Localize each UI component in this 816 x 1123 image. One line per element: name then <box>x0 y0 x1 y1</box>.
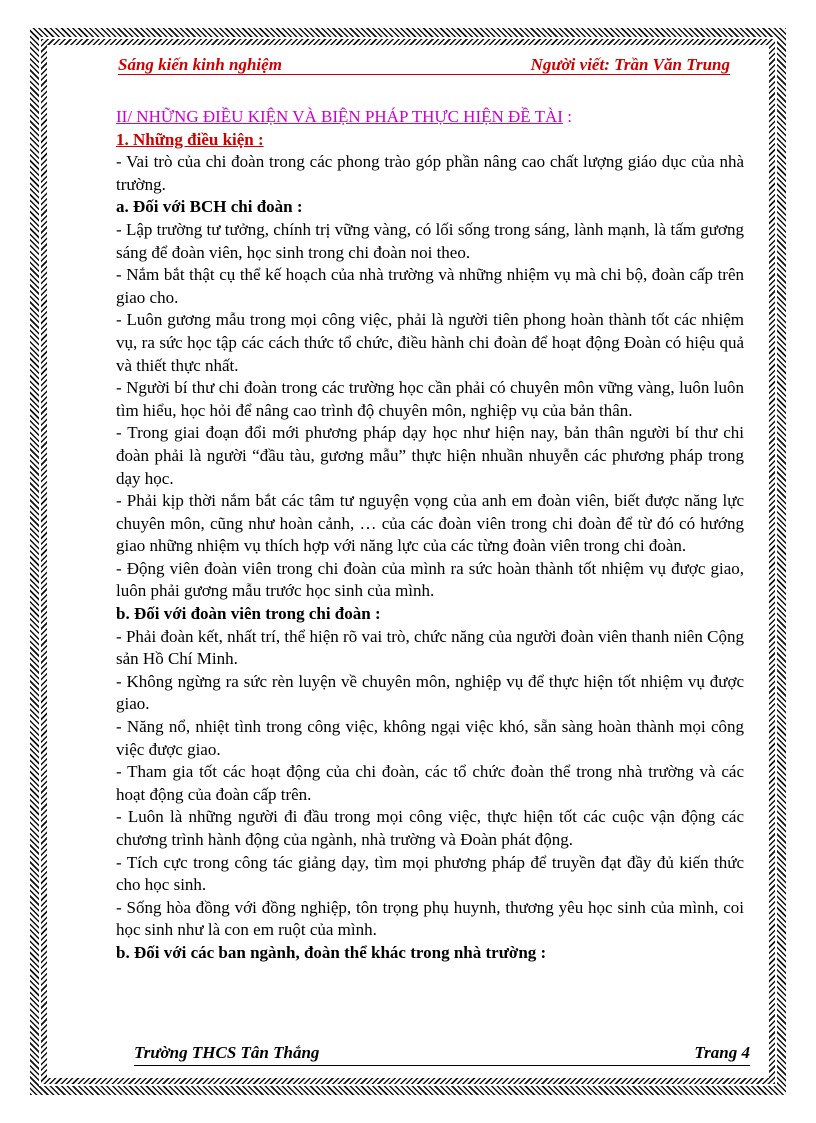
paragraph: - Nắm bắt thật cụ thể kế hoạch của nhà trường và những nhiệm vụ mà chi bộ, đoàn cấp trên giao cho. <box>116 265 744 307</box>
paragraph: - Tham gia tốt các hoạt động của chi đoàn, các tổ chức đoàn thể trong nhà trường và các hoạt động của đoàn cấp trên. <box>116 762 744 804</box>
paragraph: - Người bí thư chi đoàn trong các trường học cần phải có chuyên môn vững vàng, luôn luôn tìm hiểu, học hỏi để nâng cao trình độ chuyên môn, nghiệp vụ của bản thân. <box>116 378 744 420</box>
subsection-title: 1. Những điều kiện : <box>116 129 264 149</box>
section-heading <box>116 106 744 129</box>
paragraph: - Năng nổ, nhiệt tình trong công việc, không ngại việc khó, sẵn sàng hoàn thành mọi công việc được giao. <box>116 717 744 759</box>
section-title: II/ NHỮNG ĐIỀU KIỆN VÀ BIỆN PHÁP THỰC HIỆN ĐỀ TÀI <box>116 107 563 126</box>
paragraph: - Trong giai đoạn đổi mới phương pháp dạy học như hiện nay, bản thân người bí thư chi đoàn phải là người “đầu tàu, gương mẫu” thực hiện nhuần nhuyễn các phương pháp trong dạy học. <box>116 423 744 488</box>
heading-a: a. Đối với BCH chi đoàn : <box>116 197 303 217</box>
section-title-suffix: : <box>562 107 572 126</box>
header-rule <box>118 74 730 75</box>
paragraph: - Không ngừng ra sức rèn luyện về chuyên môn, nghiệp vụ để thực hiện tốt nhiệm vụ được giao. <box>116 671 744 714</box>
paragraph: - Phải kịp thời nắm bắt các tâm tư nguyện vọng của anh em đoàn viên, biết được năng lực chuyên môn, cũng như hoàn cảnh, … của các đoàn viên trong chi đoàn để từ đó có hướng giao những nhiệm vụ thích hợp với năng lực của các từng đoàn viên trong chi đoàn. <box>116 491 744 556</box>
header-title: Sáng kiến kinh nghiệm <box>118 55 282 74</box>
subsection-heading <box>116 129 744 152</box>
paragraph: - Lập trường tư tưởng, chính trị vững vàng, có lối sống trong sáng, lành mạnh, là tấm gương sáng để đoàn viên, học sinh trong chi đoàn noi theo. <box>116 219 744 262</box>
paragraph: - Luôn là những người đi đầu trong mọi công việc, thực hiện tốt các cuộc vận động các chương trình hành động của ngành, nhà trường và Đoàn phát động. <box>116 807 744 849</box>
header-author: Người viết: Trần Văn Trung <box>530 55 730 74</box>
footer-rule <box>134 1065 750 1066</box>
paragraph: - Luôn gương mẫu trong mọi công việc, phải là người tiên phong hoàn thành tốt các nhiệm vụ, ra sức học tập các cách thức tổ chức, điều hành chi đoàn để hoạt động Đoàn có hiệu quả và thiết thực nhất. <box>116 310 744 375</box>
paragraph: - Sống hòa đồng với đồng nghiệp, tôn trọng phụ huynh, thương yêu học sinh của mình, coi học sinh như là con em ruột của mình. <box>116 897 744 940</box>
paragraph: - Động viên đoàn viên trong chi đoàn của mình ra sức hoàn thành tốt nhiệm vụ được giao, luôn phải gương mẫu trước học sinh của mình. <box>116 558 744 601</box>
paragraph: - Tích cực trong công tác giảng dạy, tìm mọi phương pháp để truyền đạt đầy đủ kiến thức cho học sinh. <box>116 852 744 895</box>
document-body <box>116 106 744 965</box>
page-footer <box>134 1043 750 1067</box>
footer-page-number: Trang 4 <box>694 1043 750 1062</box>
heading-b: b. Đối với đoàn viên trong chi đoàn : <box>116 604 381 624</box>
paragraph: - Phải đoàn kết, nhất trí, thể hiện rõ vai trò, chức năng của người đoàn viên thanh niên Cộng sản Hồ Chí Minh. <box>116 626 744 669</box>
footer-school: Trường THCS Tân Thắng <box>134 1043 320 1062</box>
paragraph: - Vai trò của chi đoàn trong các phong trào góp phần nâng cao chất lượng giáo dục của nhà trường. <box>116 152 744 194</box>
heading-c: b. Đối với các ban ngành, đoàn thể khác trong nhà trường : <box>116 942 547 962</box>
